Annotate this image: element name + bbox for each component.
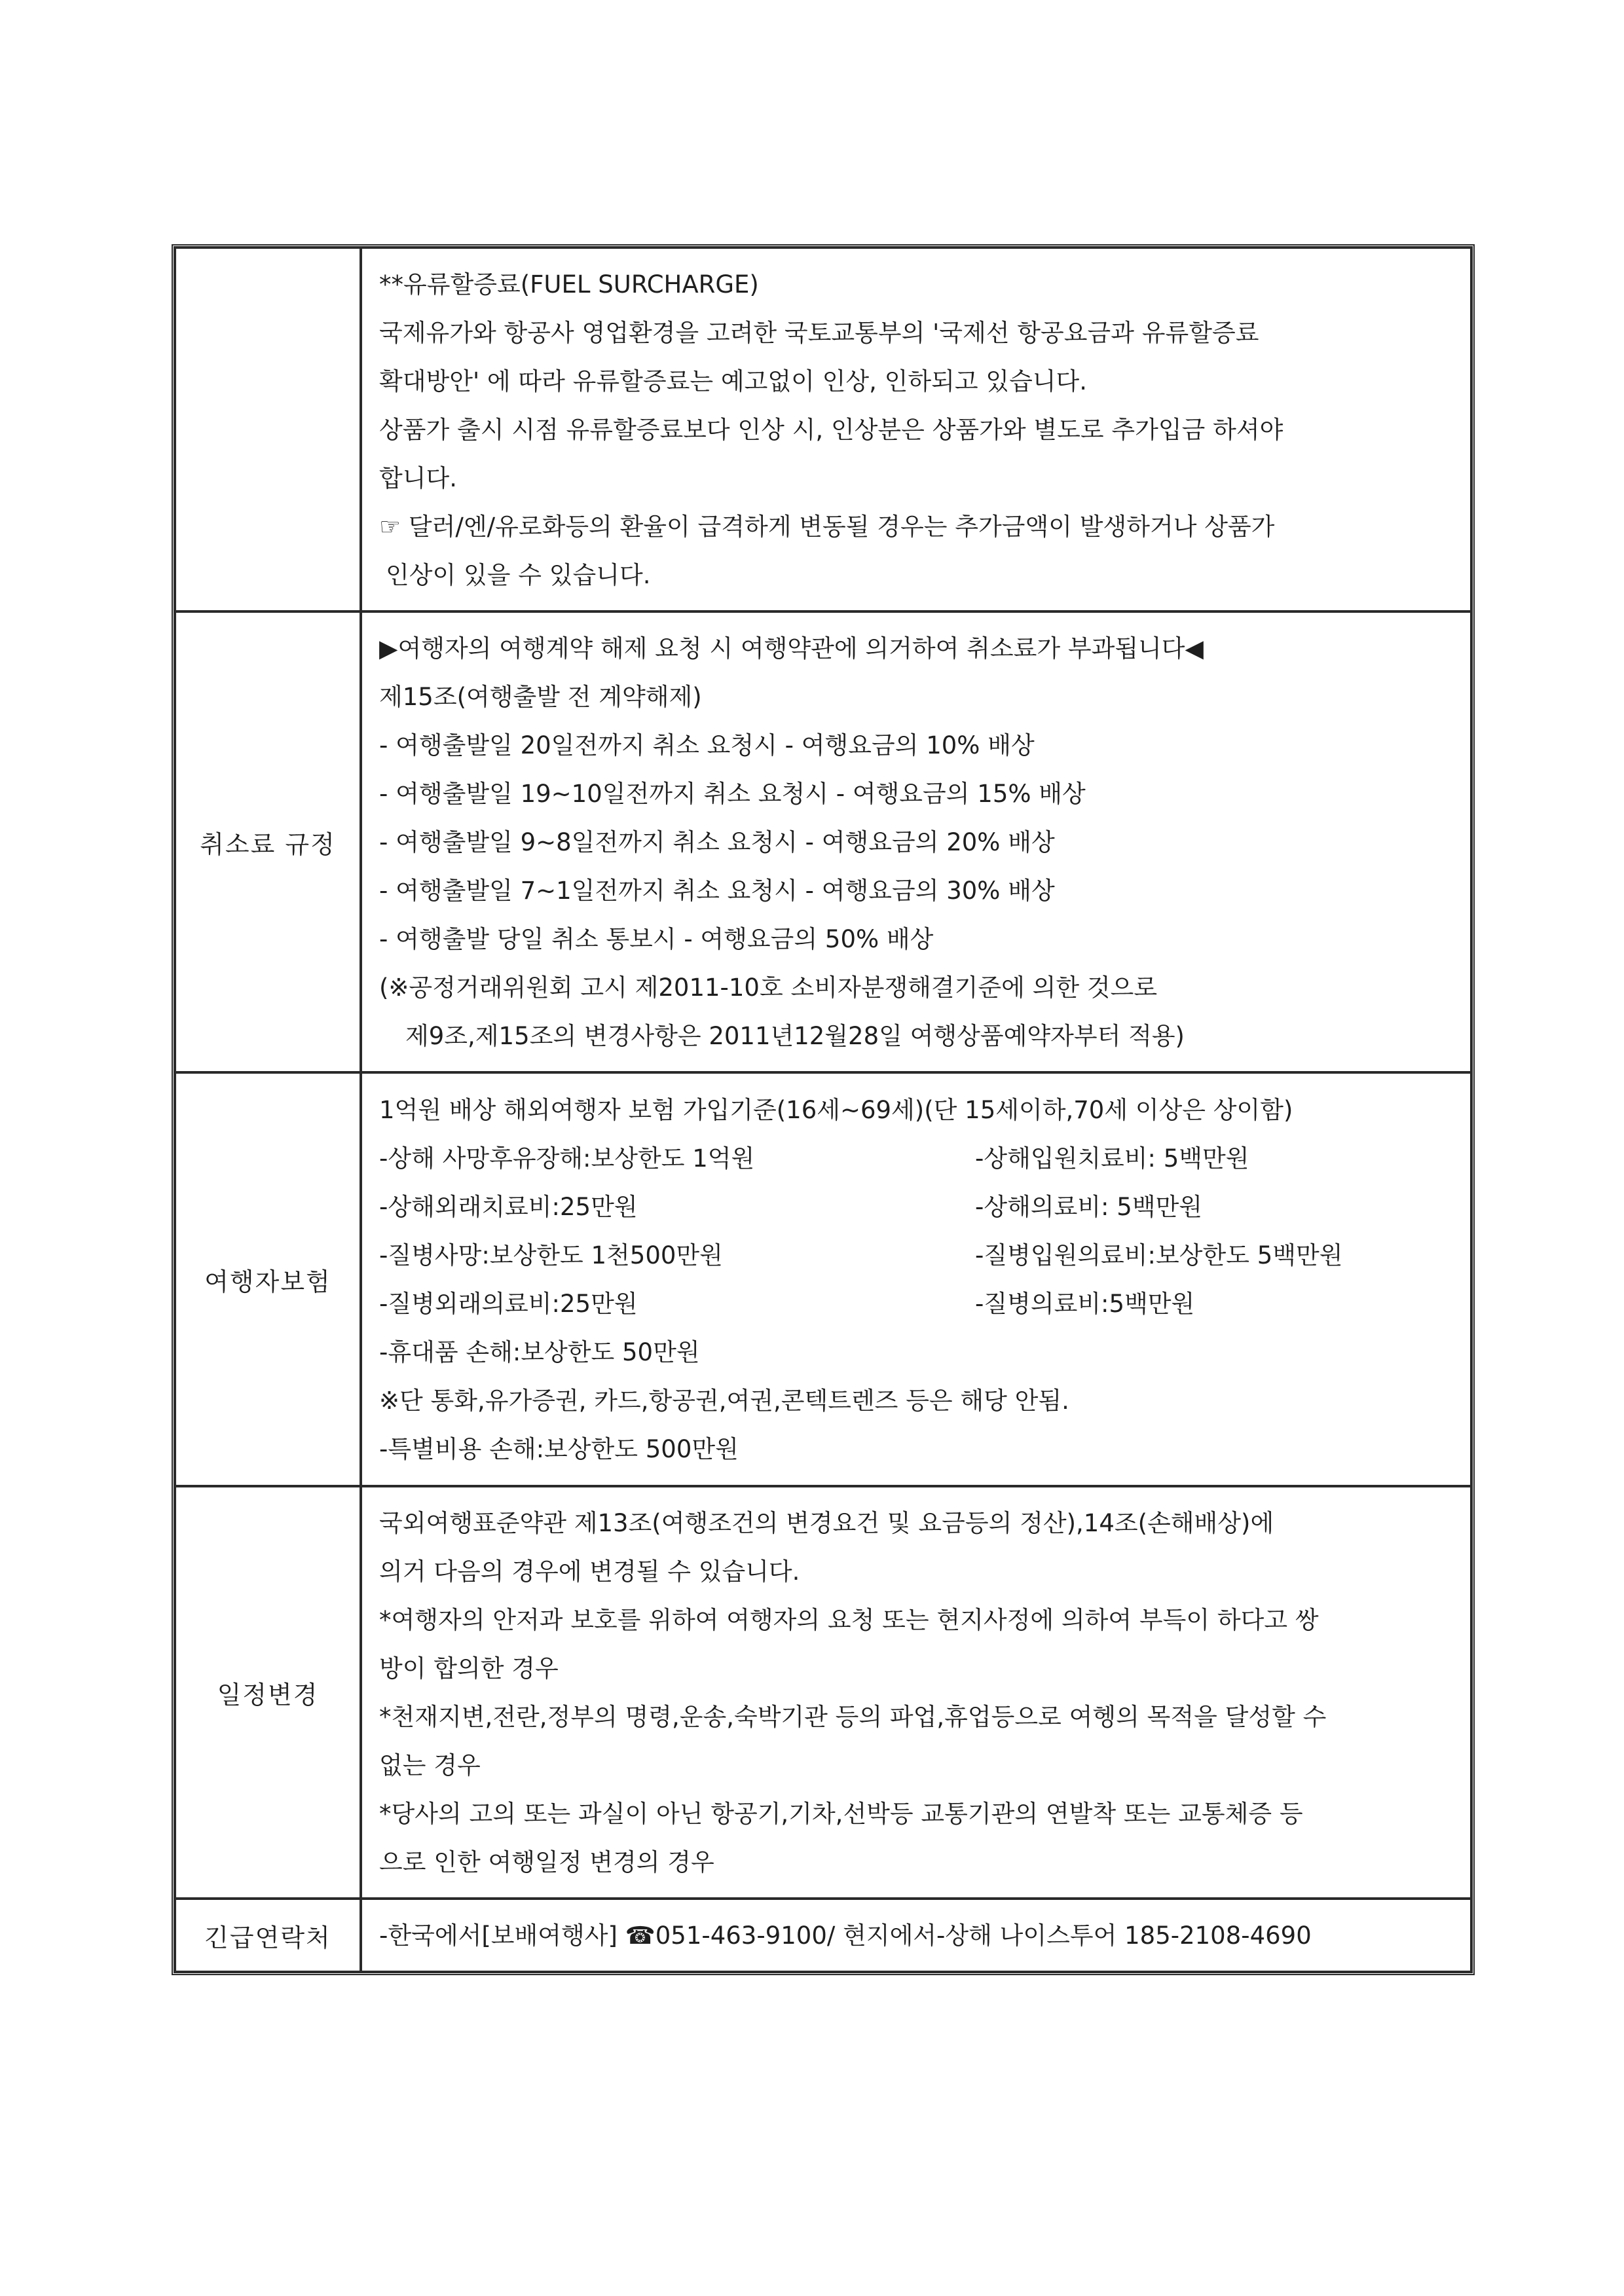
schedule-line: *당사의 고의 또는 과실이 아닌 항공기,기차,선박등 교통기관의 연발착 또는 교통체증 등	[379, 1800, 1303, 1828]
emergency-contact-label: 긴급연락처	[175, 1899, 361, 1972]
cancel-line: 제9조,제15조의 변경사항은 2011년12월28일 여행상품예약자부터 적용)	[405, 1022, 1185, 1050]
insurance-pair	[379, 1183, 1461, 1231]
cancel-line: - 여행출발 당일 취소 통보시 - 여행요금의 50% 배상	[379, 925, 934, 953]
schedule-change-label: 일정변경	[175, 1486, 361, 1899]
insurance-item: -상해입원치료비: 5백만원	[975, 1144, 1249, 1173]
emergency-contact-content	[361, 1899, 1471, 1972]
cancellation-content	[361, 611, 1471, 1072]
emergency-contact-row	[175, 1899, 1471, 1972]
fuel-line: ☞ 달러/엔/유로화등의 환율이 급격하게 변동될 경우는 추가금액이 발생하거나 상품가	[379, 513, 1275, 541]
cancel-line: - 여행출발일 7~1일전까지 취소 요청시 - 여행요금의 30% 배상	[379, 877, 1055, 905]
cancellation-label: 취소료 규정	[175, 611, 361, 1072]
insurance-line: -특별비용 손해:보상한도 500만원	[379, 1435, 739, 1463]
fuel-line: 상품가 출시 시점 유류할증료보다 인상 시, 인상분은 상품가와 별도로 추가입금 하셔야	[379, 416, 1283, 444]
insurance-content	[361, 1072, 1471, 1486]
insurance-item: -질병입원의료비:보상한도 5백만원	[975, 1241, 1343, 1269]
cancel-line: ▶여행자의 여행계약 해제 요청 시 여행약관에 의거하여 취소료가 부과됩니다◀	[379, 634, 1204, 663]
cancel-line: (※공정거래위원회 고시 제2011-10호 소비자분쟁해결기준에 의한 것으로	[379, 974, 1158, 1002]
insurance-item: -질병외래의료비:25만원	[379, 1290, 638, 1318]
insurance-pair	[379, 1135, 1461, 1183]
fuel-line: 인상이 있을 수 있습니다.	[386, 561, 651, 589]
insurance-header: 1억원 배상 해외여행자 보험 가입기준(16세~69세)(단 15세이하,70세 이상은 상이함)	[379, 1096, 1293, 1124]
fuel-line: 국제유가와 항공사 영업환경을 고려한 국토교통부의 '국제선 항공요금과 유류할증료	[379, 319, 1259, 347]
insurance-item: -질병의료비:5백만원	[975, 1290, 1195, 1318]
insurance-item: -상해의료비: 5백만원	[975, 1193, 1203, 1221]
schedule-line: 의거 다음의 경우에 변경될 수 있습니다.	[379, 1558, 800, 1586]
insurance-item: -상해 사망후유장해:보상한도 1억원	[379, 1144, 755, 1173]
fuel-surcharge-label	[175, 247, 361, 611]
cancel-line: - 여행출발일 9~8일전까지 취소 요청시 - 여행요금의 20% 배상	[379, 828, 1055, 856]
insurance-pair	[379, 1280, 1461, 1328]
schedule-line: 없는 경우	[379, 1751, 481, 1779]
insurance-line: -휴대품 손해:보상한도 50만원	[379, 1338, 700, 1366]
schedule-line: 으로 인한 여행일정 변경의 경우	[379, 1848, 714, 1876]
cancel-line: - 여행출발일 20일전까지 취소 요청시 - 여행요금의 10% 배상	[379, 731, 1035, 759]
schedule-line: 방이 합의한 경우	[379, 1654, 559, 1683]
schedule-line: *천재지변,전란,정부의 명령,운송,숙박기관 등의 파업,휴업등으로 여헹의 목적을 달성할 수	[379, 1703, 1327, 1731]
cancel-line: 제15조(여행출발 전 계약해제)	[379, 683, 702, 711]
insurance-pair	[379, 1231, 1461, 1280]
schedule-line: *여행자의 안저과 보호를 위하여 여행자의 요청 또는 현지사정에 의하여 부득이 하다고 쌍	[379, 1606, 1319, 1634]
insurance-label: 여행자보험	[175, 1072, 361, 1486]
insurance-item: -질병사망:보상한도 1천500만원	[379, 1241, 723, 1269]
insurance-item: -상해외래치료비:25만원	[379, 1193, 638, 1221]
schedule-line: 국외여행표준약관 제13조(여행조건의 변경요건 및 요금등의 정산),14조(손해배상)에	[379, 1509, 1274, 1537]
fuel-surcharge-content	[361, 247, 1471, 611]
cancellation-row	[175, 611, 1471, 1072]
emergency-contact-text: -한국에서[보배여행사] ☎051-463-9100/ 현지에서-상해 나이스투어 185-2108-4690	[379, 1922, 1312, 1950]
fuel-line: **유류할증료(FUEL SURCHARGE)	[379, 270, 759, 299]
cancel-line: - 여행출발일 19~10일전까지 취소 요청시 - 여행요금의 15% 배상	[379, 780, 1086, 808]
fuel-line: 합니다.	[379, 464, 457, 492]
fuel-surcharge-row	[175, 247, 1471, 611]
travel-terms-table	[172, 244, 1475, 1975]
schedule-change-row	[175, 1486, 1471, 1899]
schedule-change-content	[361, 1486, 1471, 1899]
insurance-line: ※단 통화,유가증권, 카드,항공권,여권,콘텍트렌즈 등은 해당 안됨.	[379, 1387, 1069, 1415]
fuel-line: 확대방안' 에 따라 유류할증료는 예고없이 인상, 인하되고 있습니다.	[379, 367, 1088, 395]
insurance-row	[175, 1072, 1471, 1486]
